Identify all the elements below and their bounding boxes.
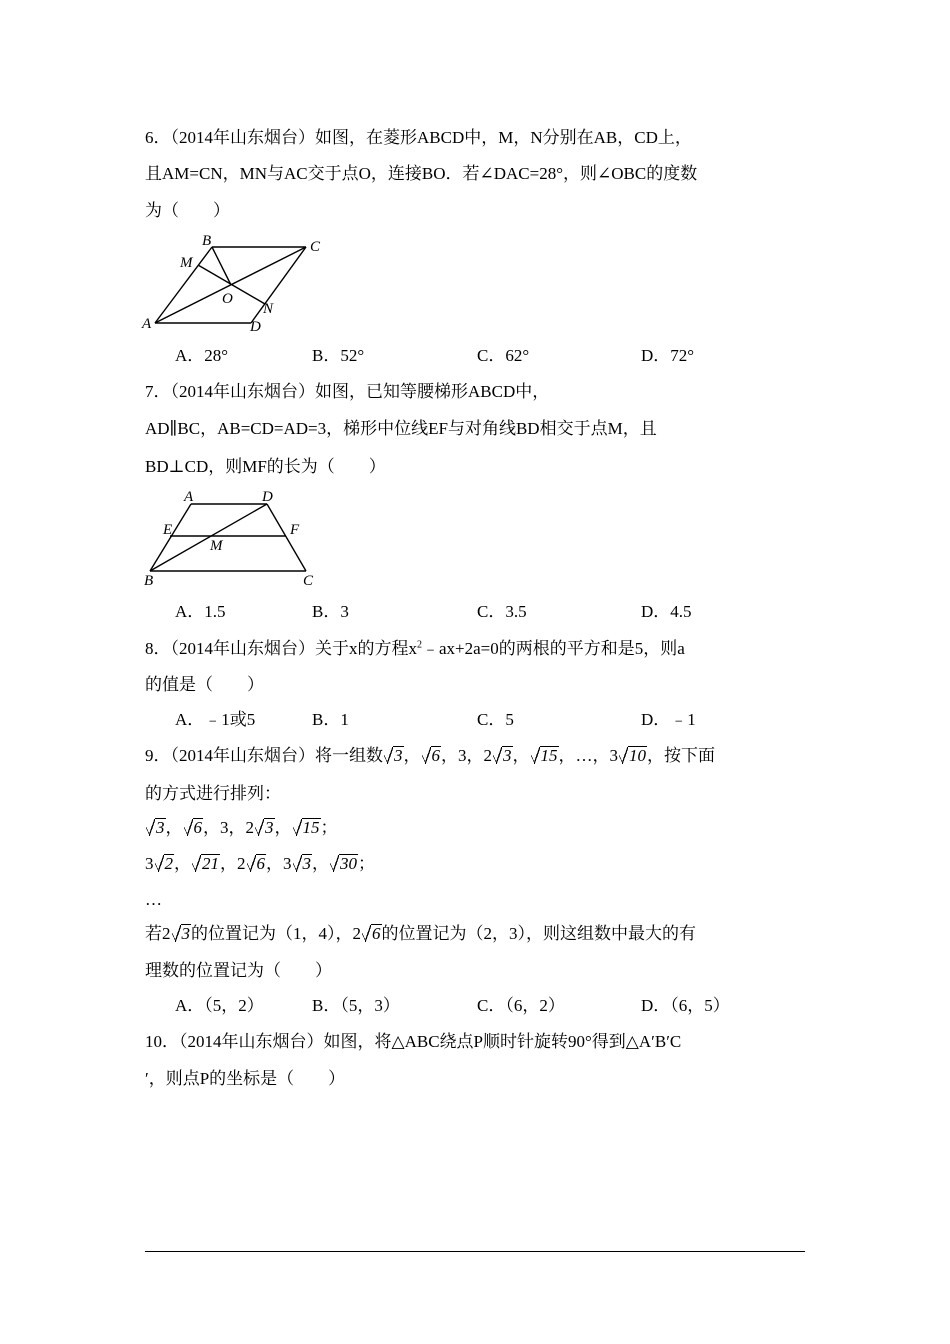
- q8-option-b[interactable]: B．1: [312, 710, 349, 729]
- q8-option-d[interactable]: D．﹣1: [641, 710, 696, 729]
- semicolon: ；: [358, 854, 375, 873]
- fig6-label-N: N: [263, 301, 274, 317]
- sqrt-3: 3: [255, 816, 275, 839]
- fig6-label-C: C: [310, 239, 321, 255]
- q8-exponent: 2: [417, 639, 422, 651]
- q6-option-a[interactable]: A．28°: [175, 346, 229, 365]
- q8-line-1-pre: 8．（2014年山东烟台）关于x的方程x: [145, 639, 417, 658]
- fig6-label-O: O: [222, 291, 233, 307]
- q9-ellipsis-row: …: [145, 890, 162, 909]
- sqrt-6: 6: [247, 852, 267, 875]
- fig6-label-B: B: [202, 233, 212, 249]
- semicolon: ；: [320, 818, 338, 837]
- coef-2: 2: [237, 854, 246, 873]
- rhombus-figure: [140, 232, 340, 334]
- coef-3: 3: [283, 854, 292, 873]
- q9-line-1-pre: 9．（2014年山东烟台）将一组数: [145, 746, 383, 765]
- fig7-label-E: E: [163, 522, 173, 538]
- q9-pos-text-3: 的位置记为（2，3），则这组数中最大的有: [381, 924, 696, 943]
- comma: ，: [466, 746, 484, 765]
- q10-line-1: 10．（2014年山东烟台）如图，将△ABC绕点P顺时针旋转90°得到△A′B′C: [145, 1032, 682, 1051]
- comma: ，: [558, 746, 576, 765]
- fig7-label-D: D: [262, 489, 273, 505]
- q6-option-b[interactable]: B．52°: [312, 346, 365, 365]
- q7-line-1: 7．（2014年山东烟台）如图，已知等腰梯形ABCD中，: [145, 382, 550, 401]
- q9-last-line: 理数的位置记为（ ）: [145, 961, 332, 980]
- sqrt-6: 6: [422, 744, 442, 767]
- sqrt-3: 3: [172, 922, 192, 945]
- fig7-label-M: M: [210, 538, 223, 554]
- comma: ，: [274, 818, 292, 837]
- trapezoid-figure: [140, 488, 330, 590]
- q9-option-a[interactable]: A．（5，2）: [175, 996, 264, 1015]
- sqrt-15: 15: [293, 816, 321, 839]
- q9-row-1: [145, 816, 338, 839]
- fig6-label-M: M: [180, 255, 193, 271]
- sqrt-15: 15: [531, 744, 559, 767]
- coef-3: 3: [145, 854, 154, 873]
- fig7-label-B: B: [144, 573, 154, 589]
- comma: ，: [165, 818, 183, 837]
- q8-option-a[interactable]: A．﹣1或5: [175, 710, 256, 729]
- comma: ，: [512, 746, 530, 765]
- ellipsis: …: [575, 746, 593, 765]
- comma: ，: [228, 818, 246, 837]
- sqrt-3: 3: [293, 852, 313, 875]
- q7-line-2: AD∥BC，AB=CD=AD=3，梯形中位线EF与对角线BD相交于点M，且: [145, 419, 657, 438]
- footer-divider: [145, 1251, 805, 1252]
- fig7-label-C: C: [303, 573, 314, 589]
- q6-line-3: 为（ ）: [145, 201, 230, 220]
- fig7-label-F: F: [290, 522, 300, 538]
- sqrt-10: 10: [619, 744, 647, 767]
- comma: ，: [441, 746, 458, 765]
- q10-line-2: ′，则点P的坐标是（ ）: [145, 1069, 346, 1088]
- q8-line-2: 的值是（ ）: [145, 675, 264, 694]
- q6-option-c[interactable]: C．62°: [477, 346, 530, 365]
- sqrt-2: 2: [155, 852, 175, 875]
- sqrt-3: 3: [493, 744, 513, 767]
- q7-line-3: BD⊥CD，则MF的长为（ ）: [145, 457, 386, 476]
- fig6-label-A: A: [142, 316, 152, 332]
- q9-line-1: [145, 744, 715, 767]
- q9-row-2: [145, 852, 375, 875]
- q7-option-a[interactable]: A．1.5: [175, 602, 226, 621]
- q9-line-1-post: ，按下面: [647, 746, 715, 765]
- q9-option-d[interactable]: D．（6，5）: [641, 996, 730, 1015]
- comma: ，: [220, 854, 237, 873]
- comma: ，: [174, 854, 191, 873]
- sqrt-6: 6: [362, 922, 382, 945]
- number-3: 3: [220, 818, 229, 837]
- comma: ，: [266, 854, 283, 873]
- coef-2: 2: [245, 818, 254, 837]
- q9-pos-text-1: 若2: [145, 924, 171, 943]
- sqrt-21: 21: [192, 852, 220, 875]
- number-3: 3: [458, 746, 467, 765]
- comma: ，: [203, 818, 220, 837]
- q7-option-d[interactable]: D．4.5: [641, 602, 692, 621]
- comma: ，: [592, 746, 610, 765]
- q6-line-1: 6．（2014年山东烟台）如图，在菱形ABCD中，M，N分别在AB，CD上，: [145, 128, 692, 147]
- q9-line-2: 的方式进行排列：: [145, 784, 281, 803]
- q7-option-c[interactable]: C．3.5: [477, 602, 527, 621]
- q8-line-1-post: ﹣ax+2a=0的两根的平方和是5，则a: [422, 639, 685, 658]
- sqrt-30: 30: [330, 852, 358, 875]
- q9-pos-text-2: 的位置记为（1，4），2: [191, 924, 361, 943]
- q9-option-c[interactable]: C．（6，2）: [477, 996, 565, 1015]
- sqrt-3: 3: [146, 816, 166, 839]
- q8-option-c[interactable]: C．5: [477, 710, 514, 729]
- fig7-label-A: A: [184, 489, 194, 505]
- fig6-label-D: D: [250, 319, 261, 334]
- comma: ，: [403, 746, 421, 765]
- sqrt-6: 6: [184, 816, 204, 839]
- q9-option-b[interactable]: B．（5，3）: [312, 996, 400, 1015]
- coef-3: 3: [609, 746, 618, 765]
- q7-option-b[interactable]: B．3: [312, 602, 349, 621]
- sqrt-3: 3: [384, 744, 404, 767]
- coef-2: 2: [483, 746, 492, 765]
- q6-line-2: 且AM=CN，MN与AC交于点O，连接BO．若∠DAC=28°，则∠OBC的度数: [145, 164, 698, 183]
- q8-line-1: [145, 638, 685, 660]
- q9-position-line: [145, 922, 696, 945]
- comma: ，: [312, 854, 329, 873]
- q6-option-d[interactable]: D．72°: [641, 346, 695, 365]
